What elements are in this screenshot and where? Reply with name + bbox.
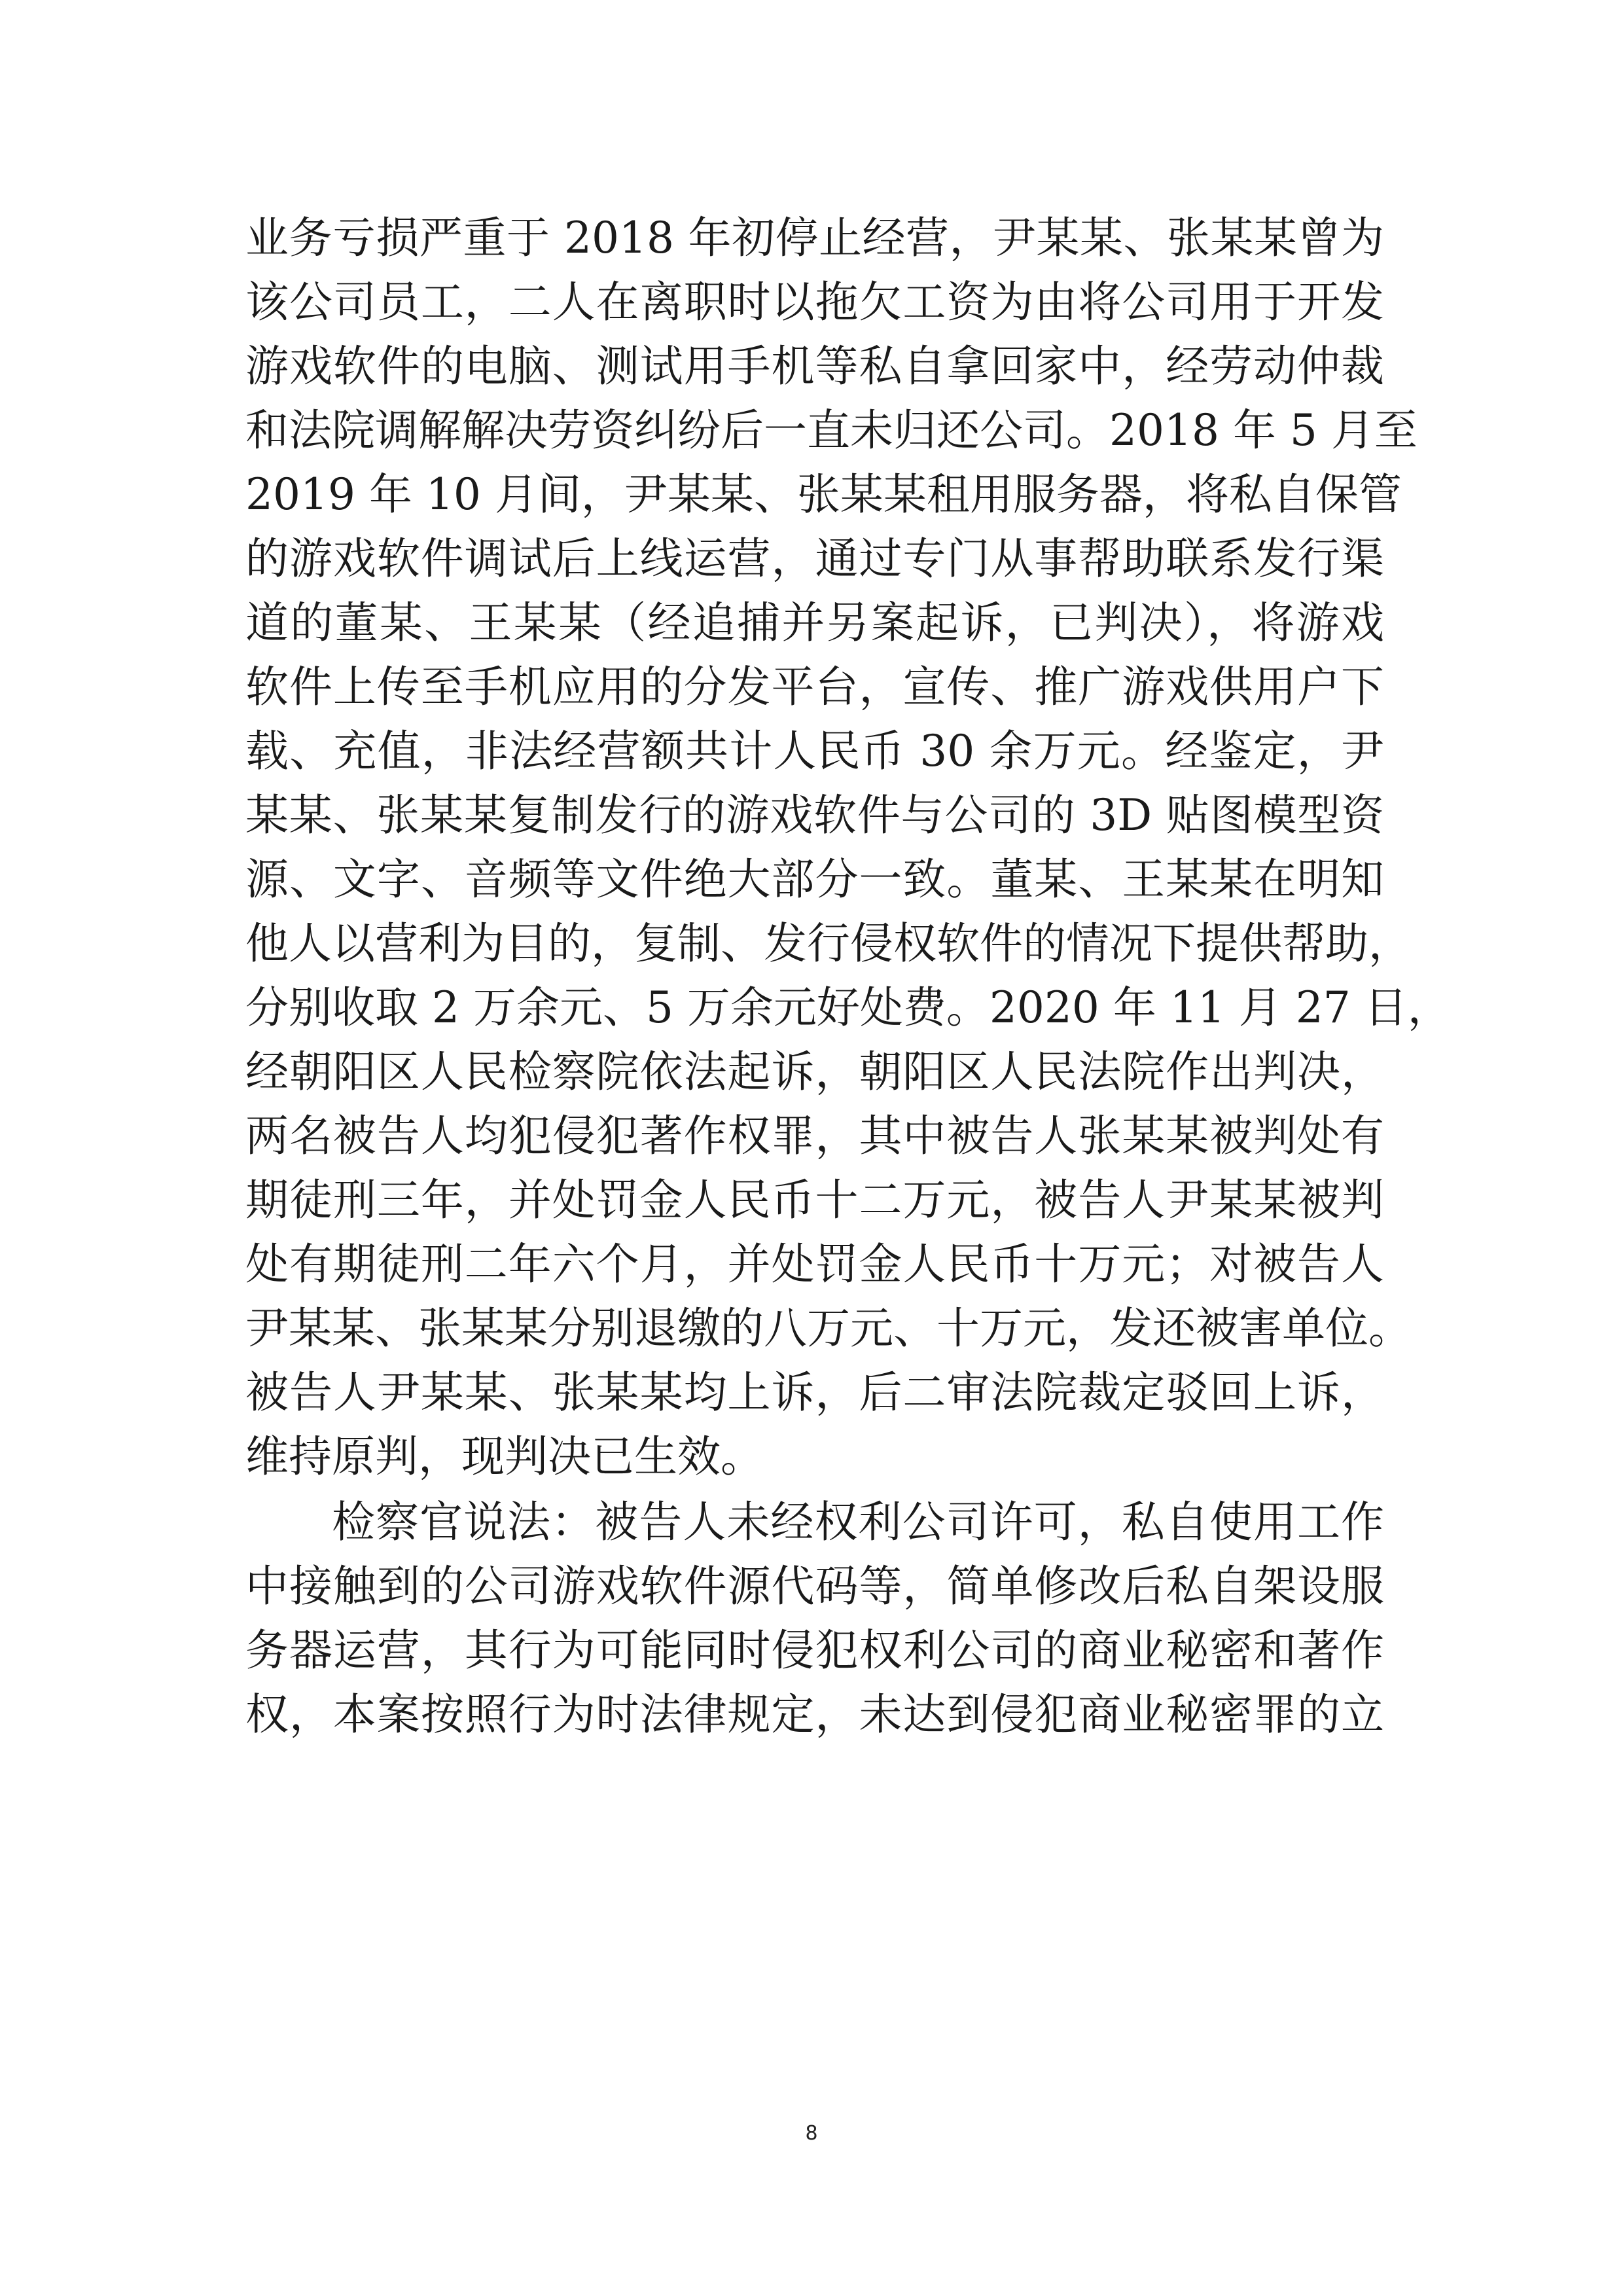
text-line: 游戏软件的电脑、测试用手机等私自拿回家中，经劳动仲裁 (245, 341, 1384, 391)
page-number: 8 (805, 2122, 818, 2145)
text-line: 该公司员工，二人在离职时以拖欠工资为由将公司用于开发 (245, 277, 1384, 327)
text-line: 务器运营，其行为可能同时侵犯权利公司的商业秘密和著作 (245, 1625, 1384, 1676)
text-line: 分别收取 2 万余元、5 万余元好处费。2020 年 11 月 27 日， (245, 982, 1451, 1033)
text-line: 经朝阳区人民检察院依法起诉，朝阳区人民法院作出判决， (245, 1047, 1384, 1097)
prosecutor-commentary-paragraph (245, 1490, 1384, 1747)
body-text (245, 206, 1451, 1747)
text-line: 和法院调解解决劳资纠纷后一直未归还公司。2018 年 5 月至 (245, 405, 1418, 456)
text-line: 2019 年 10 月间，尹某某、张某某租用服务器，将私自保管 (245, 469, 1402, 520)
text-line: 的游戏软件调试后上线运营，通过专门从事帮助联系发行渠 (245, 533, 1384, 584)
text-line: 权，本案按照行为时法律规定，未达到侵犯商业秘密罪的立 (245, 1689, 1384, 1740)
text-line: 载、充值，非法经营额共计人民币 30 余万元。经鉴定，尹 (245, 726, 1384, 776)
text-line: 某某、张某某复制发行的游戏软件与公司的 3D 贴图模型资 (245, 790, 1384, 840)
text-line: 尹某某、张某某分别退缴的八万元、十万元，发还被害单位。 (245, 1303, 1412, 1354)
text-line: 源、文字、音频等文件绝大部分一致。董某、王某某在明知 (245, 854, 1384, 905)
text-line: 软件上传至手机应用的分发平台，宣传、推广游戏供用户下 (245, 662, 1384, 712)
text-line: 业务亏损严重于 2018 年初停止经营，尹某某、张某某曾为 (245, 213, 1384, 263)
text-line: 期徒刑三年，并处罚金人民币十二万元，被告人尹某某被判 (245, 1175, 1384, 1225)
text-line: 中接触到的公司游戏软件源代码等，简单修改后私自架设服 (245, 1561, 1384, 1611)
case-paragraph (245, 206, 1451, 1489)
text-line: 被告人尹某某、张某某均上诉，后二审法院裁定驳回上诉， (245, 1367, 1384, 1418)
text-line: 处有期徒刑二年六个月，并处罚金人民币十万元；对被告人 (245, 1239, 1384, 1289)
text-line: 道的董某、王某某（经追捕并另案起诉，已判决），将游戏 (245, 598, 1384, 648)
text-line: 他人以营利为目的，复制、发行侵权软件的情况下提供帮助， (245, 918, 1412, 969)
text-line: 维持原判，现判决已生效。 (245, 1431, 764, 1482)
text-line: 检察官说法：被告人未经权利公司许可，私自使用工作 (332, 1497, 1384, 1547)
text-line: 两名被告人均犯侵犯著作权罪，其中被告人张某某被判处有 (245, 1111, 1384, 1161)
